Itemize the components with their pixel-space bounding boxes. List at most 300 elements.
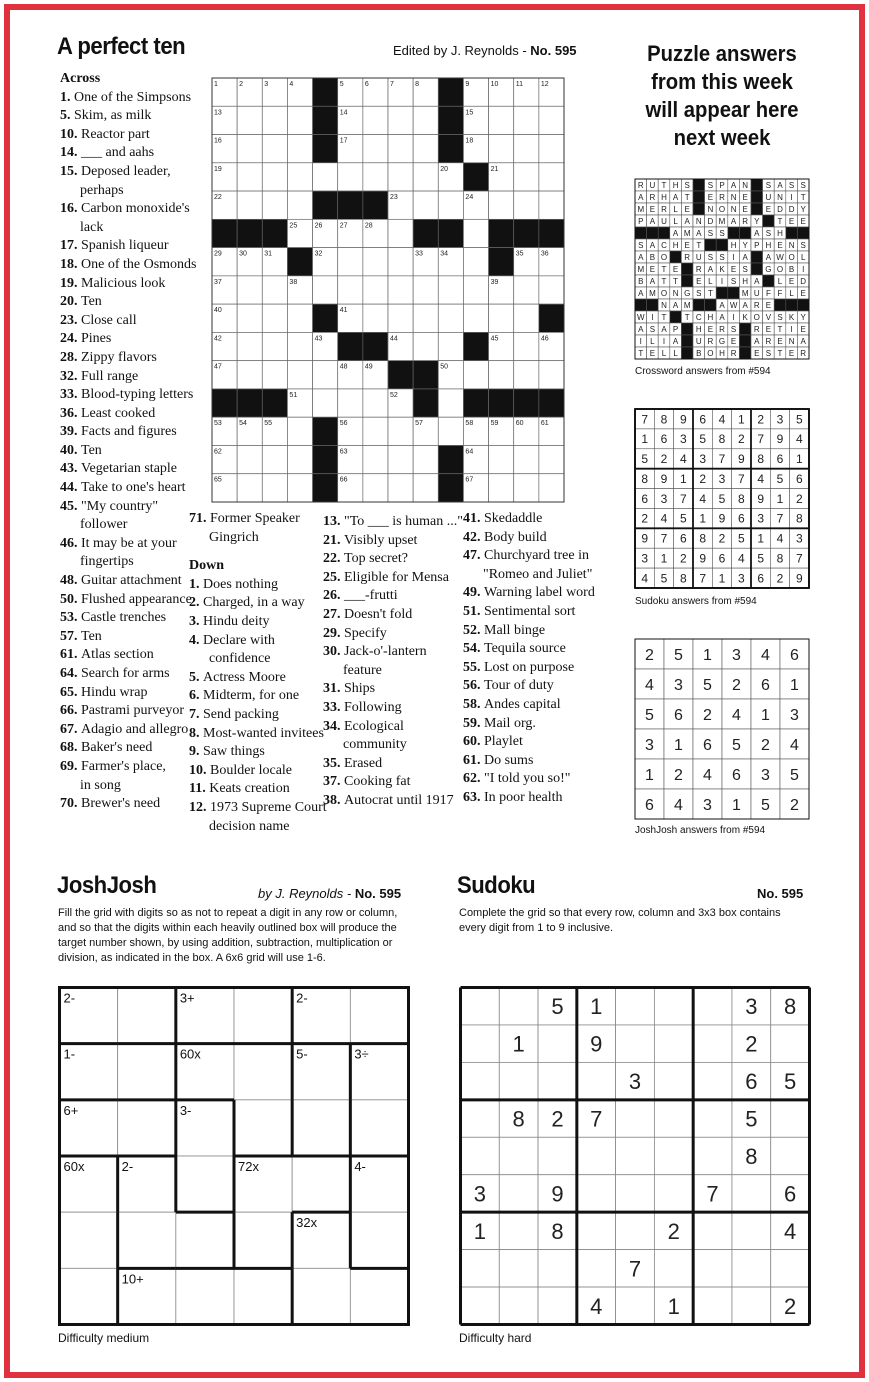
sudoku-cell[interactable] [693, 1287, 732, 1324]
joshjosh-cell[interactable] [292, 1100, 350, 1156]
clues-column-2 [189, 510, 329, 836]
crossword-cell-number: 57 [415, 420, 423, 428]
crossword-answer-cell-value: S [719, 228, 725, 238]
crossword-answer-cell-value: M [718, 216, 726, 226]
clue-item [463, 715, 603, 734]
crossword-cell[interactable] [237, 304, 262, 332]
sudoku-cell[interactable] [616, 1212, 655, 1249]
joshjosh-cell[interactable] [234, 1100, 292, 1156]
joshjosh-cell[interactable] [60, 1268, 118, 1324]
crossword-answer-cell-value: T [638, 348, 644, 358]
crossword-answer-cell-value: R [719, 324, 725, 334]
crossword-cell[interactable] [438, 417, 463, 445]
clue-item [60, 405, 210, 424]
crossword-cell[interactable] [262, 304, 287, 332]
crossword-cell[interactable] [413, 445, 438, 473]
sudoku-cell[interactable] [616, 1025, 655, 1062]
clue-number: 10. [60, 126, 81, 142]
crossword-cell[interactable] [287, 445, 312, 473]
crossword-answer-cell-value: F [777, 288, 783, 298]
crossword-cell[interactable] [463, 219, 488, 247]
sudoku-cell[interactable] [654, 1062, 693, 1099]
crossword-cell[interactable] [363, 248, 388, 276]
crossword-answer-cell-value: A [800, 336, 806, 346]
crossword-cell[interactable] [438, 276, 463, 304]
joshjosh-answer-cell-value: 4 [790, 736, 799, 754]
clue-item [463, 677, 603, 696]
crossword-cell[interactable] [262, 163, 287, 191]
sudoku-cell[interactable] [654, 1250, 693, 1287]
crossword-cell[interactable] [287, 163, 312, 191]
crossword-cell[interactable] [388, 163, 413, 191]
crossword-cell-number: 65 [214, 476, 222, 484]
crossword-black-cell [489, 389, 514, 417]
crossword-cell[interactable] [363, 389, 388, 417]
clue-text: Declare with [203, 632, 275, 648]
crossword-cell[interactable] [287, 191, 312, 219]
clues-column-3 [323, 513, 468, 811]
crossword-answer-cell-value: H [672, 180, 679, 190]
crossword-cell[interactable] [413, 191, 438, 219]
crossword-cell[interactable] [413, 474, 438, 502]
sudoku-answer-cell-value: 4 [757, 471, 765, 486]
crossword-cell[interactable] [287, 135, 312, 163]
answers-heading [622, 40, 822, 152]
sudoku-cell[interactable] [693, 988, 732, 1025]
sudoku-given-digit: 2 [783, 1293, 797, 1319]
joshjosh-cell[interactable] [118, 988, 176, 1044]
clue-text: Actress Moore [203, 669, 286, 685]
crossword-answer-black-cell [739, 227, 751, 239]
sudoku-answer-cell-value: 9 [679, 412, 687, 427]
clue-item [323, 755, 468, 774]
joshjosh-cage-label: 3÷ [354, 1046, 369, 1062]
crossword-cell[interactable] [514, 332, 539, 360]
sudoku-answer-cell-value: 4 [699, 491, 707, 506]
crossword-cell[interactable] [489, 361, 514, 389]
crossword-answer-cell-value: I [790, 324, 793, 334]
crossword-cell[interactable] [237, 445, 262, 473]
crossword-answer-cell-value: L [673, 204, 678, 214]
crossword-cell-number: 37 [214, 278, 222, 286]
crossword-cell[interactable] [539, 106, 564, 134]
clue-item [189, 762, 329, 781]
joshjosh-cell[interactable] [176, 1156, 234, 1212]
crossword-black-cell [363, 191, 388, 219]
crossword-cell[interactable] [363, 445, 388, 473]
clue-number: 62. [463, 771, 484, 787]
crossword-cell[interactable] [363, 417, 388, 445]
crossword-black-cell [313, 304, 338, 332]
joshjosh-cell[interactable] [118, 1044, 176, 1100]
crossword-cell[interactable] [363, 304, 388, 332]
joshjosh-difficulty: Difficulty medium [58, 1331, 150, 1345]
crossword-cell[interactable] [237, 276, 262, 304]
sudoku-cell[interactable] [616, 1287, 655, 1324]
sudoku-answer-cell-value: 5 [757, 551, 765, 566]
crossword-cell[interactable] [262, 135, 287, 163]
joshjosh-cell[interactable] [60, 1212, 118, 1268]
crossword-cell-number: 26 [314, 222, 323, 230]
sudoku-cell[interactable] [577, 1062, 616, 1099]
sudoku-cell[interactable] [461, 1100, 500, 1137]
clue-item [189, 818, 329, 837]
clue-text: "To ___ is human ..." [344, 514, 463, 529]
clue-item [60, 423, 210, 442]
crossword-cell[interactable] [313, 389, 338, 417]
sudoku-cell[interactable] [499, 1287, 538, 1324]
sudoku-given-digit: 8 [551, 1218, 564, 1244]
crossword-cell[interactable] [237, 191, 262, 219]
sudoku-cell[interactable] [538, 1025, 577, 1062]
crossword-answer-cell-value: N [730, 204, 737, 214]
clue-text: Farmer's place, [81, 758, 166, 774]
crossword-cell[interactable] [413, 106, 438, 134]
crossword-cell[interactable] [514, 191, 539, 219]
crossword-cell[interactable] [287, 417, 312, 445]
crossword-answer-cell-value: I [732, 312, 735, 322]
sudoku-cell[interactable] [654, 1137, 693, 1174]
crossword-cell[interactable] [539, 163, 564, 191]
joshjosh-cell[interactable] [234, 1212, 292, 1268]
sudoku-answer-cell-value: 8 [757, 452, 765, 467]
crossword-cell[interactable] [262, 445, 287, 473]
sudoku-cell[interactable] [577, 1137, 616, 1174]
sudoku-cell[interactable] [732, 1175, 771, 1212]
sudoku-answer-cell-value: 6 [699, 412, 707, 427]
crossword-cell[interactable] [262, 106, 287, 134]
sudoku-cell[interactable] [461, 1287, 500, 1324]
crossword-cell[interactable] [514, 106, 539, 134]
crossword-answer-cell-value: E [742, 192, 748, 202]
crossword-answer-cell-value: L [800, 252, 806, 262]
clue-item [60, 312, 210, 331]
crossword-cell[interactable] [237, 361, 262, 389]
crossword-cell[interactable] [287, 304, 312, 332]
crossword-cell[interactable] [539, 474, 564, 502]
crossword-cell[interactable] [514, 474, 539, 502]
clue-item [60, 702, 210, 721]
crossword-cell[interactable] [262, 276, 287, 304]
crossword-answer-cell-value: N [742, 180, 749, 190]
crossword-cell[interactable] [539, 135, 564, 163]
crossword-black-cell [313, 106, 338, 134]
crossword-answer-black-cell [693, 299, 705, 311]
sudoku-cell[interactable] [577, 1212, 616, 1249]
sudoku-cell[interactable] [461, 1137, 500, 1174]
crossword-answer-cell-value: A [742, 252, 748, 262]
crossword-answer-cell-value: E [765, 324, 772, 334]
sudoku-cell[interactable] [732, 1287, 771, 1324]
crossword-cell-number: 45 [490, 335, 499, 343]
crossword-cell[interactable] [438, 304, 463, 332]
sudoku-cell[interactable] [654, 1175, 693, 1212]
sudoku-cell[interactable] [616, 1137, 655, 1174]
clue-number: 5. [60, 108, 74, 124]
crossword-cell[interactable] [313, 163, 338, 191]
joshjosh-cell[interactable] [292, 1156, 350, 1212]
crossword-answer-cell-value: R [742, 216, 749, 226]
crossword-cell[interactable] [363, 106, 388, 134]
crossword-cell[interactable] [262, 191, 287, 219]
clue-text: Midterm, for one [203, 688, 300, 704]
crossword-cell[interactable] [237, 135, 262, 163]
crossword-cell[interactable] [413, 163, 438, 191]
crossword-cell[interactable] [388, 248, 413, 276]
crossword-answer-cell-value: S [800, 240, 806, 250]
crossword-cell[interactable] [438, 191, 463, 219]
crossword-cell[interactable] [539, 445, 564, 473]
sudoku-cell[interactable] [616, 1175, 655, 1212]
crossword-answer-cell-value: A [638, 192, 644, 202]
clue-item [323, 736, 468, 755]
crossword-cell[interactable] [262, 361, 287, 389]
sudoku-cell[interactable] [499, 1062, 538, 1099]
crossword-cell[interactable] [489, 304, 514, 332]
crossword-cell[interactable] [237, 332, 262, 360]
crossword-answer-cell-value: A [742, 300, 748, 310]
crossword-cell-number: 58 [465, 420, 474, 428]
sudoku-given-digit: 5 [783, 1069, 797, 1095]
crossword-cell[interactable] [438, 332, 463, 360]
sudoku-cell[interactable] [693, 1100, 732, 1137]
crossword-cell[interactable] [388, 474, 413, 502]
joshjosh-answer-cell-value: 5 [790, 766, 799, 784]
sudoku-cell[interactable] [461, 1062, 500, 1099]
clue-item [189, 510, 329, 529]
crossword-cell[interactable] [363, 135, 388, 163]
crossword-black-cell [338, 332, 363, 360]
crossword-answer-cell-value: O [753, 312, 760, 322]
sudoku-cell[interactable] [499, 1137, 538, 1174]
clue-text: Charged, in a way [203, 595, 305, 611]
crossword-cell[interactable] [489, 135, 514, 163]
crossword-answer-cell-value: S [777, 312, 783, 322]
joshjosh-answer-cell-value: 4 [761, 646, 770, 664]
joshjosh-cell[interactable] [118, 1212, 176, 1268]
sudoku-cell[interactable] [654, 1100, 693, 1137]
sudoku-cell[interactable] [654, 988, 693, 1025]
crossword-cell[interactable] [489, 445, 514, 473]
clue-number: 68. [60, 740, 81, 756]
clue-text: ___ and aahs [81, 145, 155, 161]
sudoku-cell[interactable] [577, 1250, 616, 1287]
clue-text: Carbon monoxide's [81, 201, 190, 217]
clue-text: In poor health [484, 789, 563, 805]
crossword-cell[interactable] [338, 389, 363, 417]
sudoku-cell[interactable] [461, 1025, 500, 1062]
sudoku-cell[interactable] [499, 988, 538, 1025]
crossword-cell-number: 29 [214, 250, 222, 258]
sudoku-cell[interactable] [538, 1287, 577, 1324]
clue-number: 21. [323, 532, 344, 548]
sudoku-cell[interactable] [499, 1212, 538, 1249]
crossword-cell[interactable] [463, 248, 488, 276]
crossword-cell[interactable] [413, 135, 438, 163]
sudoku-cell[interactable] [693, 1062, 732, 1099]
crossword-cell[interactable] [514, 445, 539, 473]
crossword-cell[interactable] [413, 276, 438, 304]
crossword-cell-number: 49 [364, 363, 373, 371]
crossword-cell[interactable] [388, 135, 413, 163]
clue-number: 18. [60, 256, 81, 272]
crossword-cell[interactable] [388, 417, 413, 445]
joshjosh-cell[interactable] [234, 1268, 292, 1324]
crossword-cell[interactable] [539, 191, 564, 219]
sudoku-answer-cell-value: 7 [660, 531, 668, 546]
sudoku-cell[interactable] [693, 1212, 732, 1249]
crossword-answer-cell-value: A [754, 276, 760, 286]
sudoku-cell[interactable] [771, 1250, 810, 1287]
sudoku-answer-cell-value: 9 [737, 452, 745, 467]
crossword-cell[interactable] [514, 276, 539, 304]
crossword-cell[interactable] [413, 332, 438, 360]
clue-item [60, 442, 210, 461]
crossword-cell[interactable] [363, 276, 388, 304]
sudoku-answer-cell-value: 4 [718, 412, 726, 427]
sudoku-cell[interactable] [654, 1025, 693, 1062]
crossword-answer-cell-value: T [661, 180, 667, 190]
sudoku-cell[interactable] [499, 1250, 538, 1287]
crossword-cell[interactable] [338, 276, 363, 304]
joshjosh-answer-cell-value: 1 [732, 796, 741, 814]
crossword-cell[interactable] [463, 361, 488, 389]
crossword-cell[interactable] [313, 361, 338, 389]
crossword-cell[interactable] [438, 389, 463, 417]
clue-item [323, 625, 468, 644]
sudoku-cell[interactable] [616, 1100, 655, 1137]
crossword-black-cell [313, 417, 338, 445]
sudoku-cell[interactable] [538, 1062, 577, 1099]
clue-text: "Romeo and Juliet" [483, 566, 593, 582]
joshjosh-cell[interactable] [176, 1268, 234, 1324]
sudoku-cell[interactable] [538, 1137, 577, 1174]
crossword-cell[interactable] [388, 445, 413, 473]
crossword-cell[interactable] [313, 276, 338, 304]
sudoku-grid[interactable] [459, 986, 811, 1326]
crossword-answer-black-cell [681, 263, 693, 275]
joshjosh-cell[interactable] [176, 1212, 234, 1268]
joshjosh-cell[interactable] [350, 1268, 408, 1324]
crossword-answer-black-cell [751, 263, 763, 275]
sudoku-cell[interactable] [771, 1137, 810, 1174]
crossword-cell[interactable] [237, 106, 262, 134]
sudoku-cell[interactable] [616, 988, 655, 1025]
crossword-cell[interactable] [539, 361, 564, 389]
crossword-answer-black-cell [751, 251, 763, 263]
joshjosh-cell[interactable] [350, 1100, 408, 1156]
crossword-cell[interactable] [463, 304, 488, 332]
sudoku-cell[interactable] [499, 1175, 538, 1212]
crossword-cell[interactable] [388, 304, 413, 332]
crossword-cell[interactable] [262, 332, 287, 360]
sudoku-cell[interactable] [693, 1137, 732, 1174]
crossword-cell[interactable] [539, 276, 564, 304]
crossword-cell[interactable] [514, 163, 539, 191]
crossword-cell[interactable] [338, 248, 363, 276]
crossword-cell[interactable] [463, 276, 488, 304]
clue-number: 15. [60, 163, 81, 179]
crossword-black-cell [539, 304, 564, 332]
joshjosh-cell[interactable] [234, 988, 292, 1044]
joshjosh-answer-cell-value: 6 [790, 646, 799, 664]
sudoku-cell[interactable] [693, 1025, 732, 1062]
sudoku-cell[interactable] [693, 1250, 732, 1287]
clue-item [60, 795, 210, 814]
clue-text: ___-frutti [344, 588, 398, 604]
crossword-answer-cell-value: T [661, 276, 667, 286]
crossword-cell[interactable] [287, 474, 312, 502]
crossword-cell[interactable] [489, 191, 514, 219]
crossword-cell[interactable] [514, 304, 539, 332]
joshjosh-cell[interactable] [292, 1268, 350, 1324]
crossword-cell[interactable] [514, 135, 539, 163]
clues-column-4 [463, 510, 603, 808]
clue-item [463, 622, 603, 641]
crossword-cell[interactable] [489, 474, 514, 502]
sudoku-cell[interactable] [771, 1025, 810, 1062]
joshjosh-cell[interactable] [350, 1212, 408, 1268]
crossword-cell[interactable] [287, 106, 312, 134]
joshjosh-cell[interactable] [118, 1100, 176, 1156]
crossword-answer-cell-value: S [707, 180, 714, 190]
joshjosh-answer-cell-value: 5 [761, 796, 770, 814]
crossword-cell[interactable] [514, 361, 539, 389]
joshjosh-byline: by J. Reynolds - [258, 886, 355, 901]
crossword-cell[interactable] [262, 474, 287, 502]
crossword-answer-cell-value: M [683, 300, 691, 310]
crossword-cell[interactable] [388, 106, 413, 134]
crossword-cell[interactable] [388, 276, 413, 304]
sudoku-answer-cell-value: 6 [795, 471, 803, 486]
crossword-answer-black-cell [693, 179, 705, 191]
crossword-cell[interactable] [363, 474, 388, 502]
crossword-cell[interactable] [363, 163, 388, 191]
crossword-cell[interactable] [338, 163, 363, 191]
sudoku-cell[interactable] [771, 1100, 810, 1137]
sudoku-cell[interactable] [732, 1212, 771, 1249]
sudoku-cell[interactable] [577, 1175, 616, 1212]
crossword-cell[interactable] [413, 304, 438, 332]
crossword-cell-number: 60 [515, 420, 524, 428]
clue-item [323, 587, 468, 606]
crossword-cell-number: 52 [390, 391, 398, 399]
clue-text: Eligible for Mensa [344, 569, 449, 585]
crossword-answer-cell-value: T [684, 192, 690, 202]
joshjosh-cell[interactable] [234, 1044, 292, 1100]
clue-text: Ten [81, 628, 102, 644]
sudoku-answer-cell-value: 1 [757, 531, 765, 546]
crossword-grid[interactable] [211, 77, 565, 503]
crossword-answer-black-cell [635, 299, 647, 311]
sudoku-cell[interactable] [461, 1250, 500, 1287]
sudoku-cell[interactable] [461, 988, 500, 1025]
joshjosh-grid[interactable] [58, 986, 410, 1326]
sudoku-cell[interactable] [732, 1250, 771, 1287]
crossword-cell[interactable] [287, 361, 312, 389]
clue-number: 33. [323, 699, 344, 715]
clue-text: Ten [81, 294, 102, 310]
crossword-cell[interactable] [388, 219, 413, 247]
crossword-cell[interactable] [237, 474, 262, 502]
crossword-cell[interactable] [287, 332, 312, 360]
clue-text: Malicious look [81, 275, 166, 291]
crossword-cell[interactable] [489, 106, 514, 134]
joshjosh-cell[interactable] [350, 988, 408, 1044]
crossword-cell[interactable] [237, 163, 262, 191]
crossword-answer-cell-value: E [649, 204, 656, 214]
sudoku-cell[interactable] [538, 1250, 577, 1287]
